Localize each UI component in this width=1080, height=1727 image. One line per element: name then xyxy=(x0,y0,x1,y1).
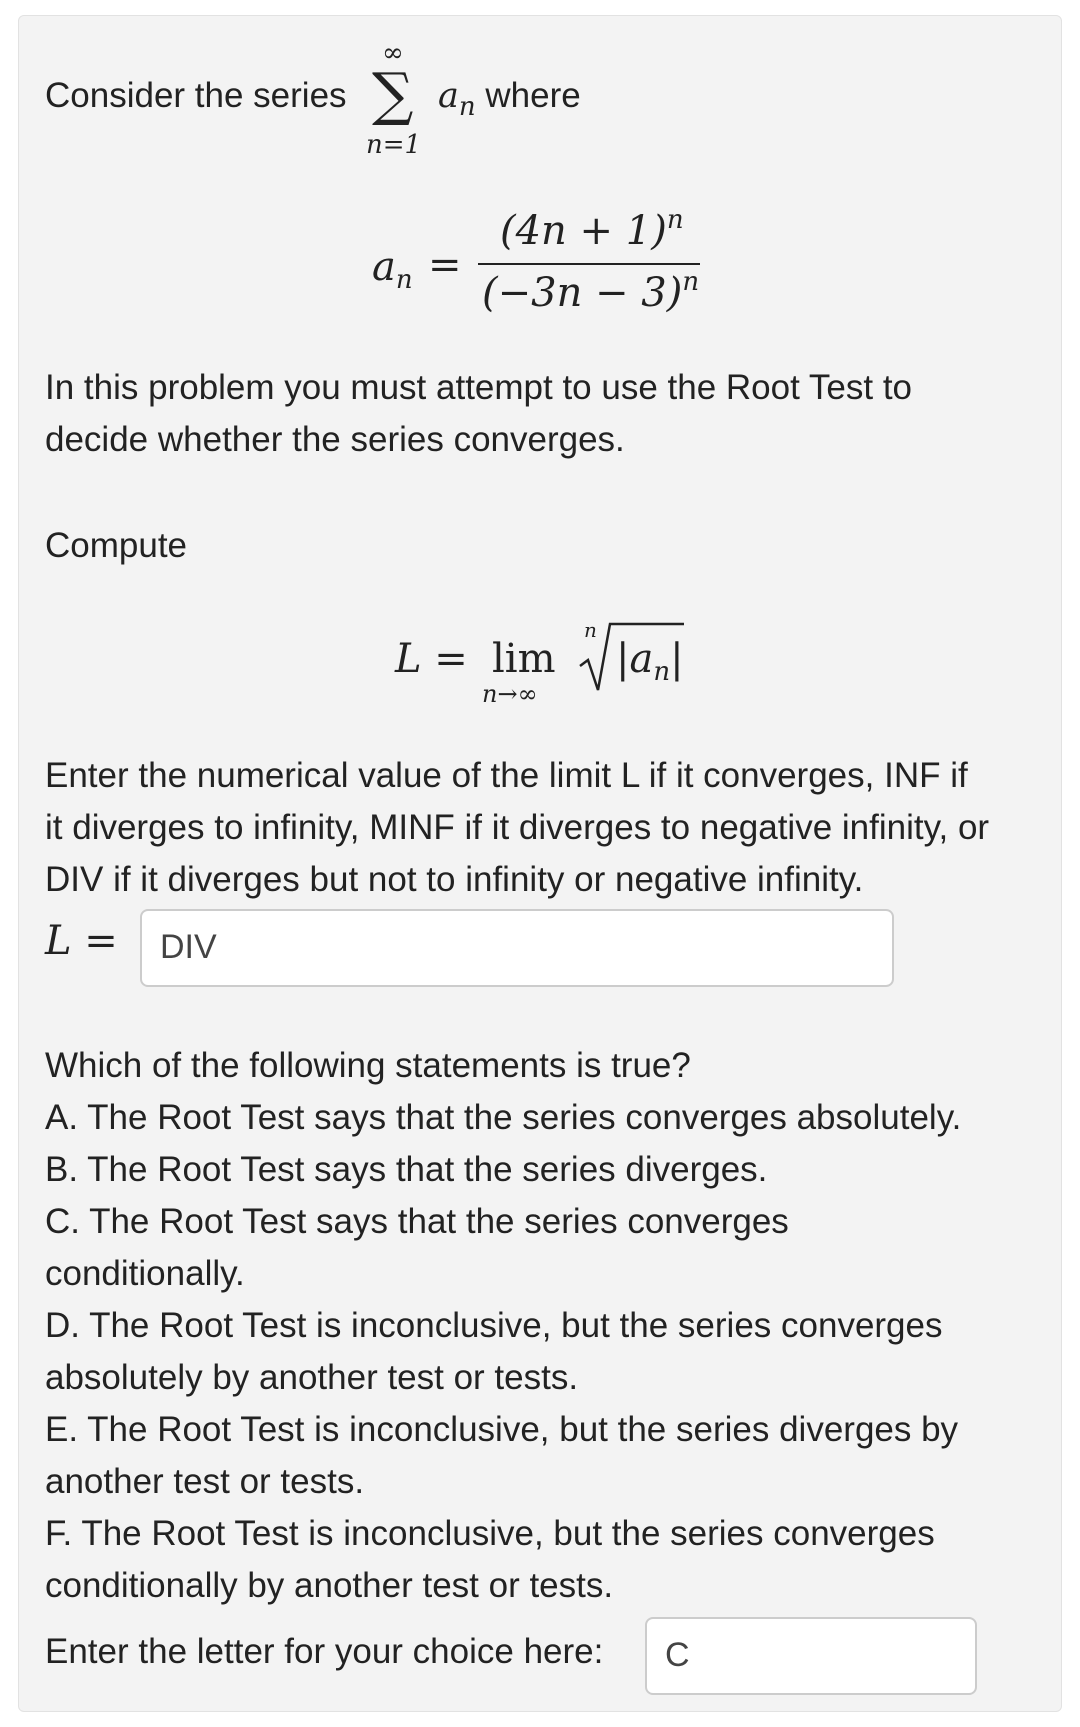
sum-upper-limit: ∞ xyxy=(382,38,404,68)
option-d-cont: absolutely by another test or tests. xyxy=(45,1358,579,1397)
limit-L: L xyxy=(395,636,422,682)
intro-term xyxy=(438,70,581,125)
numerator-exponent: n xyxy=(666,205,684,235)
denominator-exponent: n xyxy=(682,267,700,297)
limit-equals: = xyxy=(434,636,468,682)
formula-numerator xyxy=(500,205,684,254)
choice-answer-input[interactable]: C xyxy=(645,1617,977,1695)
denominator-text: (−3n − 3) xyxy=(482,270,683,316)
option-a: A. The Root Test says that the series converges absolutely. xyxy=(45,1098,962,1137)
option-f: F. The Root Test is inconclusive, but the series converges xyxy=(45,1514,935,1553)
lim-subscript: n→∞ xyxy=(482,680,538,708)
limit-operator xyxy=(492,636,556,682)
numerator-text: (4n + 1) xyxy=(500,208,667,254)
limit-answer-input[interactable]: DIV xyxy=(140,909,894,987)
intro-suffix: where xyxy=(485,76,581,115)
formula-lhs-sub: n xyxy=(395,265,413,295)
option-f-cont: conditionally by another test or tests. xyxy=(45,1566,614,1605)
radicand-text: |a xyxy=(616,636,654,682)
limit-lhs xyxy=(395,636,468,682)
option-c: C. The Root Test says that the series converges xyxy=(45,1202,789,1241)
formula-lhs-a: a xyxy=(372,244,396,290)
formula-equals: = xyxy=(428,242,462,288)
compute-label: Compute xyxy=(45,526,188,565)
instruction-line-1: In this problem you must attempt to use the Root Test to xyxy=(45,368,913,407)
limit-instruction-3: DIV if it diverges but not to infinity or negative infinity. xyxy=(45,860,864,899)
formula-lhs xyxy=(372,244,413,295)
question-text: Which of the following statements is true? xyxy=(45,1046,691,1085)
choice-label: Enter the letter for your choice here: xyxy=(45,1632,604,1671)
sigma-symbol: ∑ xyxy=(372,60,414,128)
radicand-close: | xyxy=(670,636,684,682)
answer-L-label xyxy=(45,918,118,964)
root-index-n: n xyxy=(584,618,597,642)
option-e-cont: another test or tests. xyxy=(45,1462,365,1501)
option-b: B. The Root Test says that the series diverges. xyxy=(45,1150,768,1189)
sum-lower-limit: n=1 xyxy=(366,130,422,160)
radicand-sub: n xyxy=(653,657,671,687)
intro-prefix: Consider the series xyxy=(45,76,347,115)
instruction-line-2: decide whether the series converges. xyxy=(45,420,625,459)
lim-text: lim xyxy=(492,636,556,682)
summation xyxy=(368,38,428,168)
option-c-cont: conditionally. xyxy=(45,1254,245,1293)
option-e: E. The Root Test is inconclusive, but the series diverges by xyxy=(45,1410,959,1449)
radicand xyxy=(616,636,684,687)
formula-denominator xyxy=(482,267,700,316)
limit-under xyxy=(482,680,538,708)
fraction-bar xyxy=(478,263,700,265)
limit-instruction-2: it diverges to infinity, MINF if it diverges to negative infinity, or xyxy=(45,808,990,847)
term-a-sub: n xyxy=(458,92,476,122)
term-a: a xyxy=(438,76,459,116)
answer-L-letter: L xyxy=(45,918,72,964)
answer-L-equals: = xyxy=(84,918,118,964)
limit-instruction-1: Enter the numerical value of the limit L if it converges, INF if xyxy=(45,756,968,795)
option-d: D. The Root Test is inconclusive, but the series converges xyxy=(45,1306,943,1345)
